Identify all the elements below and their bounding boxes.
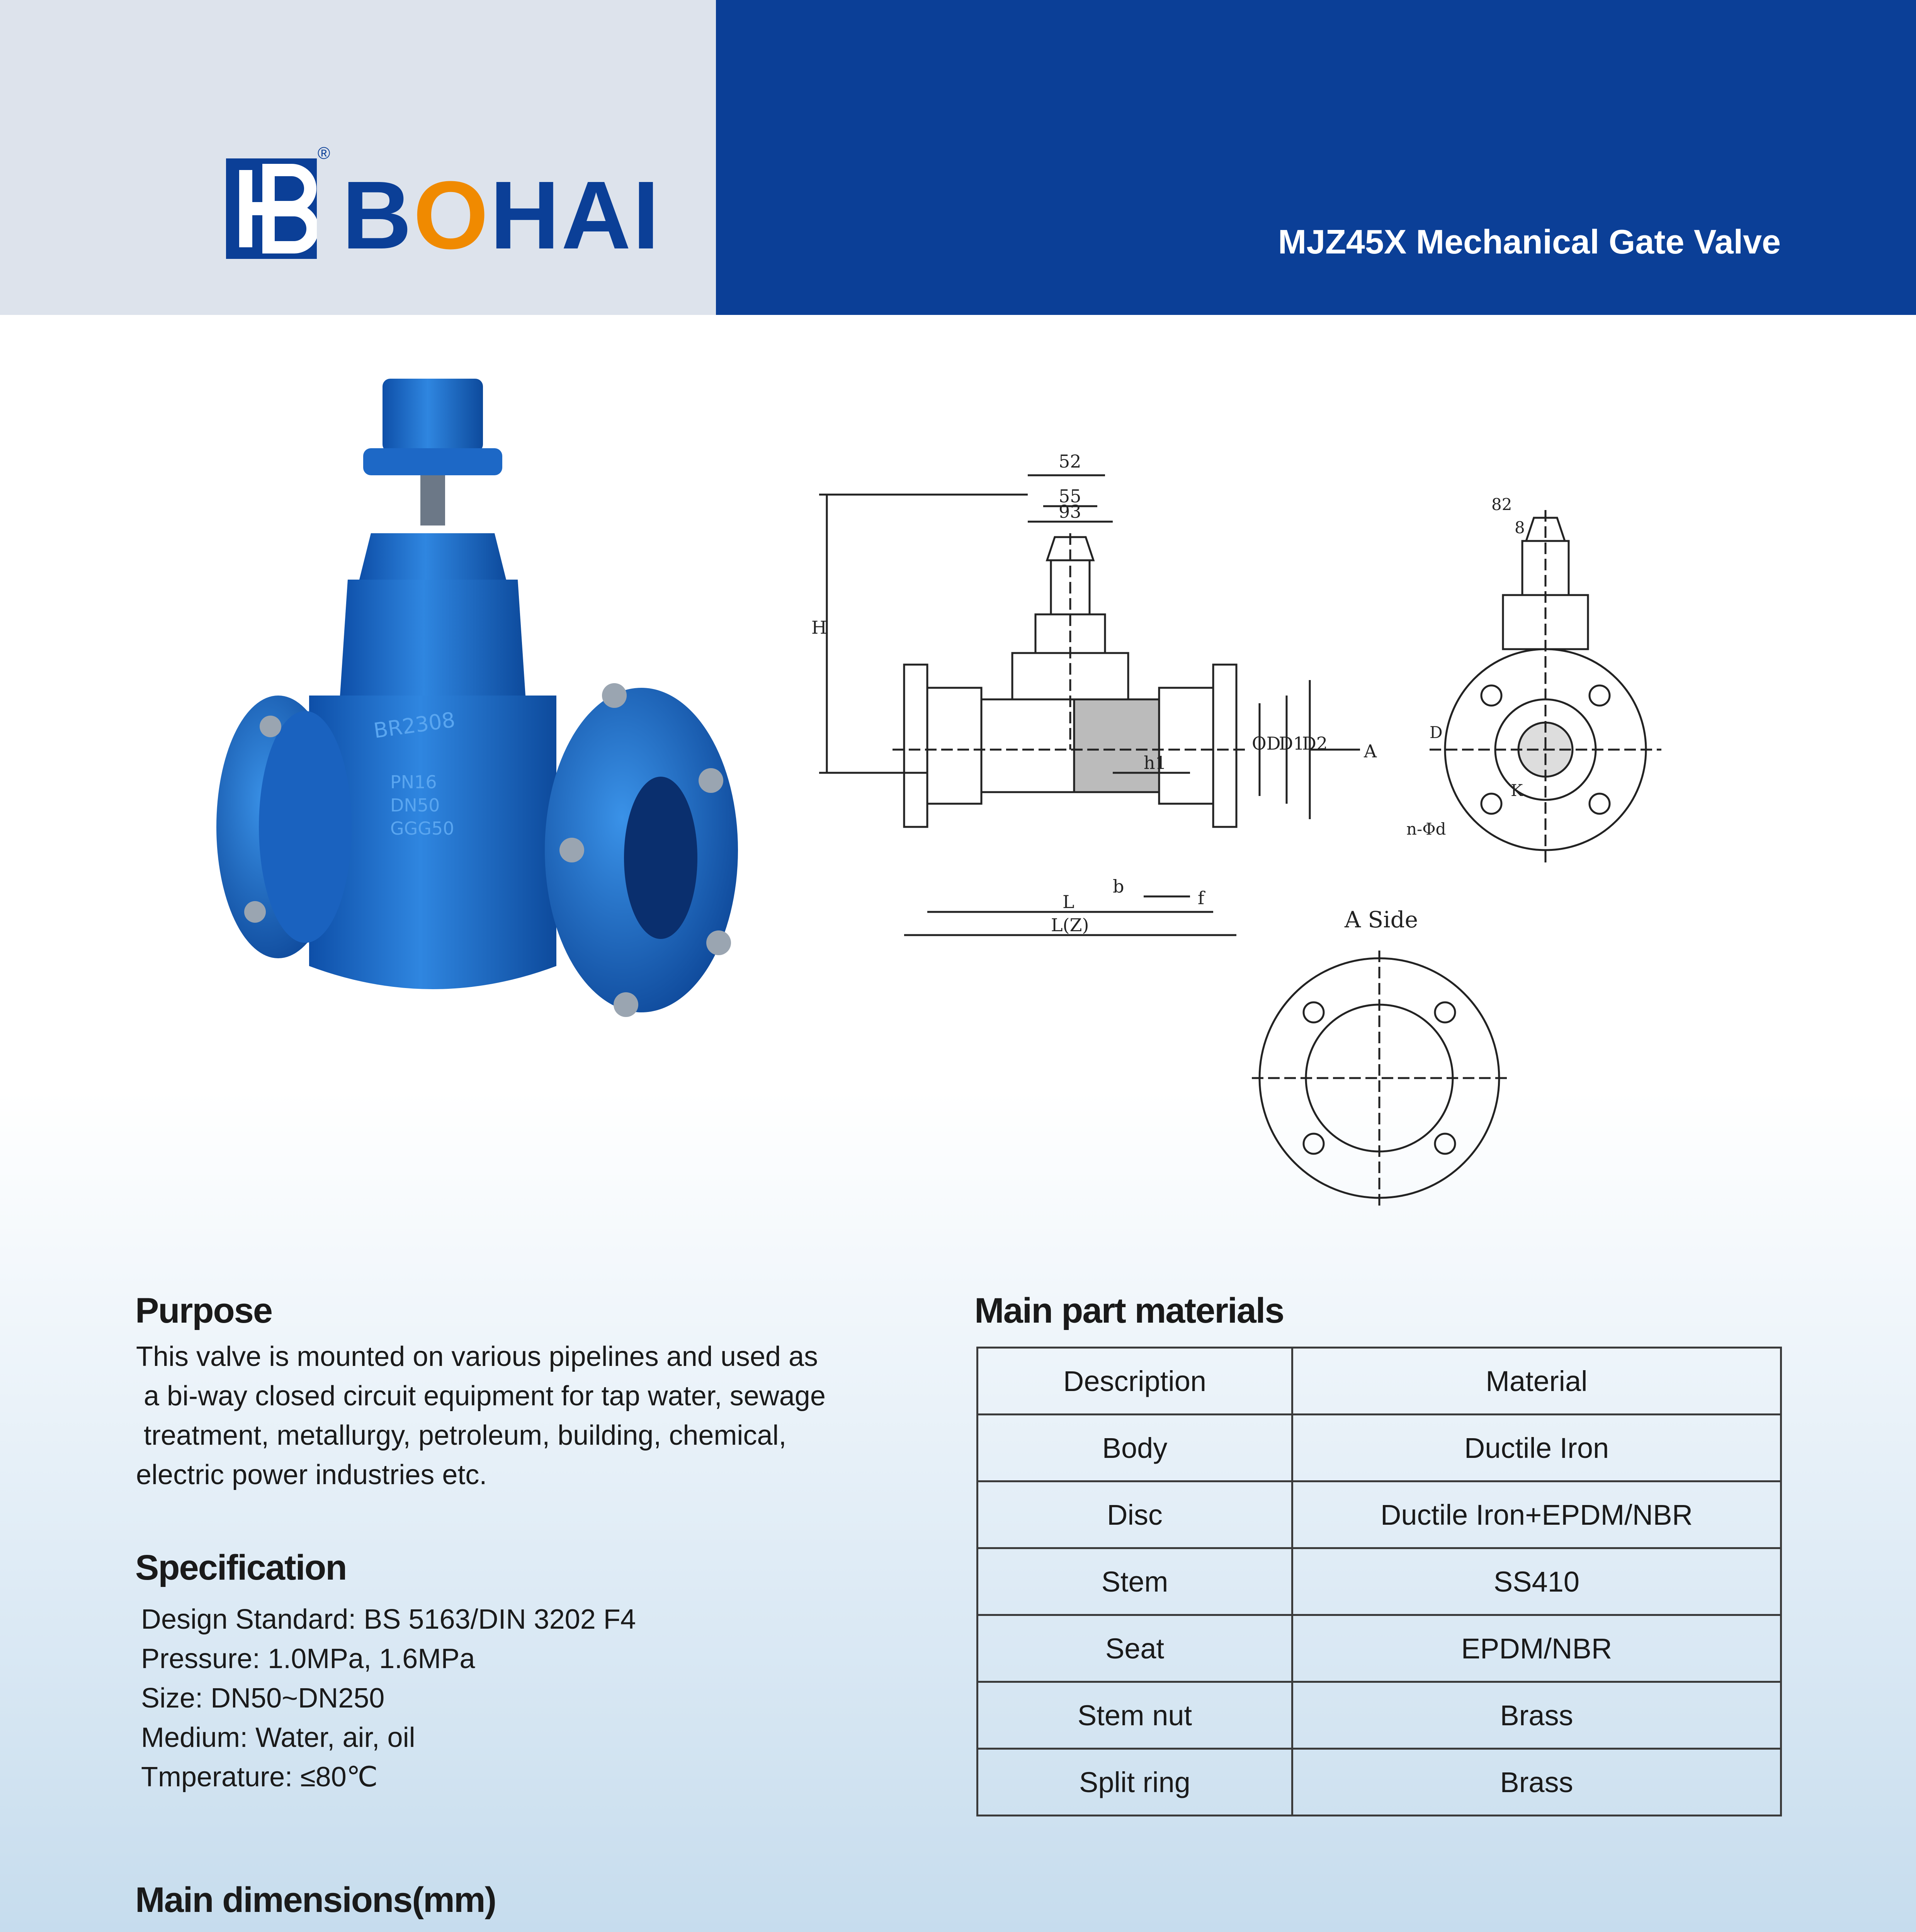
dim-label-nd: n-Φd <box>1406 820 1446 838</box>
dim-label-82: 82 <box>1491 495 1512 514</box>
cell: Stem nut <box>978 1682 1292 1749</box>
a-side-label: A Side <box>1345 906 1418 933</box>
valve-photo <box>209 371 742 1078</box>
cell: Seat <box>978 1615 1292 1682</box>
cell: Split ring <box>978 1749 1292 1816</box>
materials-table <box>976 1347 1782 1816</box>
casting-mark-pressure: PN16 <box>390 772 437 793</box>
dim-label-D1: D1 <box>1279 733 1305 754</box>
cell: Disc <box>978 1481 1292 1548</box>
a-side-view <box>1252 951 1507 1206</box>
header-right-panel <box>716 0 1916 315</box>
dim-label-h1: h1 <box>1144 752 1166 773</box>
cell: Stem <box>978 1548 1292 1615</box>
side-view <box>1430 510 1661 866</box>
purpose-heading: Purpose <box>135 1291 272 1330</box>
dim-label-L: L <box>1063 891 1074 912</box>
table-header-row <box>978 1348 1781 1415</box>
table-row <box>978 1415 1781 1481</box>
table-row <box>978 1481 1781 1548</box>
purpose-text <box>136 1337 928 1495</box>
table-row <box>978 1749 1781 1816</box>
purpose-line: treatment, metallurgy, petroleum, building, chemical, <box>136 1420 787 1451</box>
dim-label-K: K <box>1511 781 1523 800</box>
spec-pressure: Pressure: 1.0MPa, 1.6MPa <box>141 1643 475 1674</box>
casting-mark-material: GGG50 <box>390 818 454 839</box>
specification-heading: Specification <box>135 1548 347 1587</box>
dim-label-b: b <box>1113 876 1124 897</box>
product-title: MJZ45X Mechanical Gate Valve <box>1278 223 1781 261</box>
purpose-line: This valve is mounted on various pipelines and used as <box>136 1341 818 1372</box>
casting-mark-model: BR2308 <box>372 707 457 743</box>
dimensions-heading: Main dimensions(mm) <box>135 1880 496 1920</box>
technical-drawing <box>811 448 1739 1213</box>
registered-mark: ® <box>318 144 330 163</box>
dim-label-52: 52 <box>1059 451 1081 472</box>
header-material: Material <box>1292 1348 1781 1415</box>
spec-design-standard: Design Standard: BS 5163/DIN 3202 F4 <box>141 1604 636 1635</box>
front-view-labels <box>811 451 1377 935</box>
bohai-logo-icon <box>226 158 317 259</box>
header-description: Description <box>978 1348 1292 1415</box>
casting-mark-size: DN50 <box>390 795 440 816</box>
cell: Body <box>978 1415 1292 1481</box>
dim-label-H: H <box>811 617 827 638</box>
dim-label-D: D <box>1430 723 1443 742</box>
table-row <box>978 1615 1781 1682</box>
cell: Brass <box>1292 1682 1781 1749</box>
dim-label-OD: OD <box>1252 733 1281 754</box>
brand-logo-text: BOHAI <box>342 161 661 269</box>
specification-list <box>141 1600 914 1797</box>
table-row <box>978 1682 1781 1749</box>
dim-label-LZ: L(Z) <box>1051 915 1089 935</box>
cell: Ductile Iron <box>1292 1415 1781 1481</box>
cell: Brass <box>1292 1749 1781 1816</box>
cell: EPDM/NBR <box>1292 1615 1781 1682</box>
spec-temperature: Tmperature: ≤80℃ <box>141 1762 378 1793</box>
dim-label-8: 8 <box>1515 518 1525 537</box>
dim-label-D2: D2 <box>1302 733 1328 754</box>
spec-medium: Medium: Water, air, oil <box>141 1722 415 1753</box>
dim-label-f: f <box>1198 888 1205 908</box>
table-row <box>978 1548 1781 1615</box>
dim-label-A: A <box>1364 741 1377 762</box>
purpose-line: a bi-way closed circuit equipment for tap water, sewage <box>136 1381 826 1412</box>
dim-label-93: 93 <box>1059 501 1081 522</box>
cell: SS410 <box>1292 1548 1781 1615</box>
dim-label-55: 55 <box>1059 486 1081 507</box>
purpose-line: electric power industries etc. <box>136 1459 487 1490</box>
cell: Ductile Iron+EPDM/NBR <box>1292 1481 1781 1548</box>
front-section-view <box>819 475 1360 935</box>
spec-size: Size: DN50~DN250 <box>141 1683 385 1714</box>
materials-heading: Main part materials <box>974 1291 1284 1330</box>
